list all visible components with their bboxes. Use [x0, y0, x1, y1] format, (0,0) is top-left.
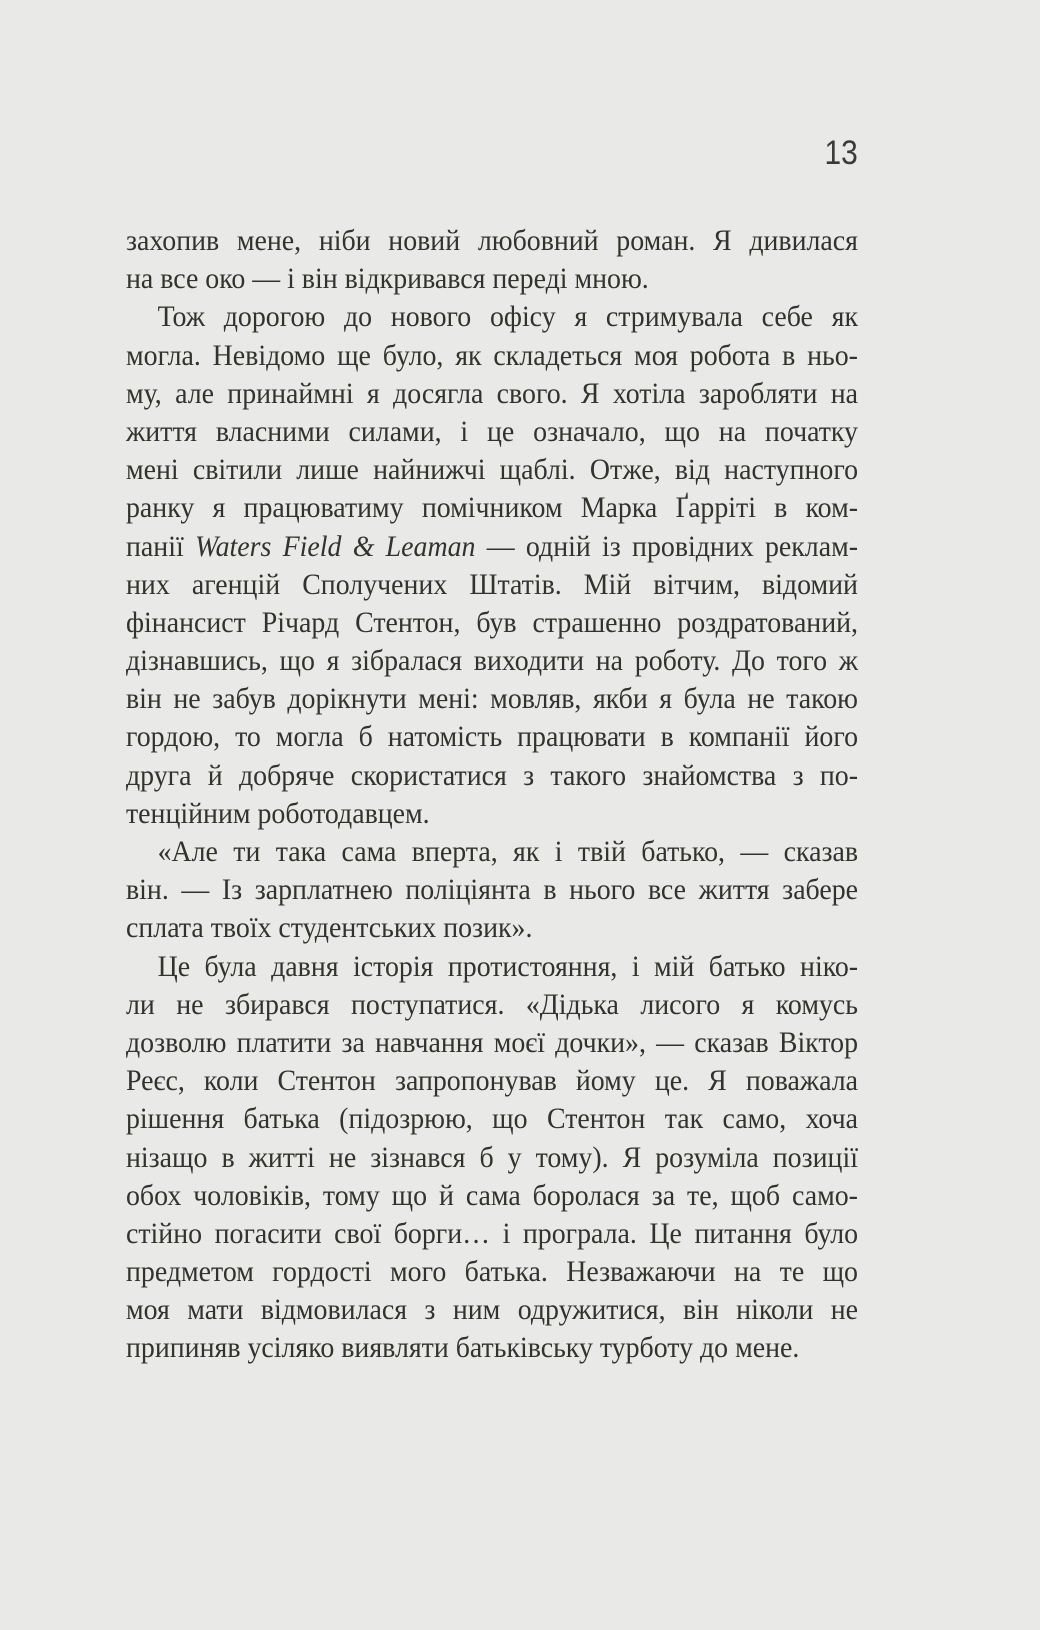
word: я	[212, 491, 226, 525]
word: протистояння,	[447, 949, 618, 983]
text-line	[126, 222, 858, 260]
word: мого	[390, 1255, 447, 1289]
word: була	[683, 682, 736, 716]
word: До	[732, 644, 765, 678]
word: що	[664, 414, 700, 448]
word: запропонував	[394, 1064, 557, 1098]
text-line	[126, 1139, 858, 1177]
text-line	[126, 489, 858, 527]
text-line	[126, 948, 858, 986]
word: одружитися,	[517, 1293, 666, 1327]
word: вперта,	[411, 835, 498, 868]
word: твій	[577, 835, 626, 868]
word: моя	[126, 1293, 170, 1327]
word: ним	[452, 1293, 501, 1327]
word: провідних	[632, 529, 754, 563]
word: батько,	[641, 835, 726, 868]
word: панії	[126, 529, 184, 563]
word: ще	[337, 338, 371, 372]
italic-word: Field	[282, 529, 342, 563]
word: на	[733, 1255, 762, 1289]
word: і	[631, 949, 640, 983]
word: те,	[687, 1178, 719, 1212]
text-line	[126, 1253, 858, 1291]
text-line	[126, 298, 858, 336]
word: до	[343, 300, 373, 334]
word: дізнавшись,	[126, 644, 268, 678]
word: в	[543, 873, 557, 907]
word: за	[341, 1025, 365, 1059]
word: ніко-	[800, 949, 859, 983]
word: комусь	[775, 987, 858, 1021]
italic-word: Leaman	[385, 529, 476, 563]
word: Отже,	[589, 453, 661, 487]
word: з	[523, 758, 535, 792]
word: питання	[694, 1216, 792, 1250]
word: те	[779, 1255, 805, 1289]
word: могла	[275, 720, 344, 754]
word: в	[221, 1140, 235, 1174]
word: означало,	[533, 414, 646, 448]
word: батька.	[464, 1255, 548, 1289]
word: він	[682, 1293, 719, 1327]
word: силами,	[348, 414, 442, 448]
word: й	[438, 1178, 454, 1212]
word: себе	[761, 300, 813, 334]
word: він.	[126, 873, 169, 907]
word: як	[455, 338, 482, 372]
word: в	[782, 338, 796, 372]
word: роздратований,	[677, 605, 859, 639]
word: такого	[550, 758, 627, 792]
word: них	[126, 567, 170, 601]
word: із	[602, 529, 621, 563]
word: якби	[592, 682, 648, 716]
word: рішення	[126, 1102, 225, 1136]
word: і	[554, 835, 563, 868]
word: на	[830, 376, 859, 410]
word: стримувала	[605, 300, 743, 334]
text-line	[126, 871, 858, 909]
word: йому	[575, 1064, 636, 1098]
word: одній	[525, 529, 591, 563]
word: страшенно	[532, 605, 662, 639]
text-line	[126, 833, 858, 871]
word: в	[774, 491, 788, 525]
paragraph	[126, 833, 858, 948]
word: я	[741, 987, 755, 1021]
word: Я	[622, 1140, 642, 1174]
word: нового	[390, 300, 472, 334]
word: Мій	[583, 567, 632, 601]
word: ніби	[318, 224, 371, 257]
word: мене,	[236, 224, 302, 257]
word: поліціянта	[405, 873, 531, 907]
word: найнижчі	[373, 453, 486, 487]
word: лисого	[640, 987, 721, 1021]
text-segment: сплата твоїх студентських позик».	[126, 911, 533, 945]
word: життя	[698, 873, 770, 907]
word: —	[740, 835, 769, 868]
word: збирався	[224, 987, 330, 1021]
page-number: 13	[824, 134, 858, 172]
text-line	[126, 604, 858, 642]
word: сама	[341, 835, 397, 868]
word: хоча	[805, 1102, 859, 1136]
word: моя	[634, 338, 678, 372]
word: був	[476, 605, 517, 639]
word: свої	[334, 1216, 382, 1250]
word: Невідомо	[212, 338, 326, 372]
word: лише	[296, 453, 359, 487]
word: офісу	[489, 300, 556, 334]
word: любовний	[477, 224, 599, 257]
word: Стентон	[546, 1102, 646, 1136]
text-line	[126, 795, 858, 833]
word: і	[502, 1216, 511, 1250]
text-line	[126, 375, 858, 413]
word: Це	[649, 1216, 682, 1250]
word: ли	[126, 987, 155, 1021]
word: на	[595, 644, 624, 678]
word: тому).	[535, 1140, 609, 1174]
word: позиції	[772, 1140, 858, 1174]
word: від	[674, 453, 710, 487]
word: по-	[819, 758, 859, 792]
word: компанії	[688, 720, 790, 754]
word: як	[513, 835, 540, 868]
text-line	[126, 1024, 858, 1062]
word: зізнався	[370, 1140, 466, 1174]
word: розуміла	[655, 1140, 759, 1174]
word: ж	[838, 644, 859, 678]
word: не	[176, 987, 204, 1021]
word: не	[830, 1293, 859, 1327]
word: не	[747, 682, 775, 716]
word: початку	[764, 414, 858, 448]
text-line	[126, 566, 858, 604]
word: му,	[126, 376, 162, 410]
word: знайомства	[642, 758, 777, 792]
word: скористатися	[350, 758, 507, 792]
word: він	[126, 682, 162, 716]
word: життя	[126, 414, 197, 448]
word: принаймні	[227, 376, 354, 410]
word: виходити	[473, 644, 585, 678]
italic-word: Waters	[194, 529, 272, 563]
word: роман.	[616, 224, 696, 257]
text-line	[126, 451, 858, 489]
page-text	[126, 222, 858, 1368]
word: помічником	[421, 491, 563, 525]
word: погасити	[214, 1216, 322, 1250]
text-line	[126, 1100, 858, 1138]
word: світили	[192, 453, 283, 487]
word: так	[664, 1102, 704, 1136]
word: відмовилася	[260, 1293, 408, 1327]
word: Віктор	[778, 1025, 859, 1059]
paragraph	[126, 948, 858, 1368]
word: тому	[322, 1178, 380, 1212]
text-line	[126, 986, 858, 1024]
word: батька	[243, 1102, 320, 1136]
word: все	[647, 873, 687, 907]
word: мені	[126, 453, 179, 487]
word: вітчим,	[653, 567, 740, 601]
word: реклам-	[764, 529, 858, 563]
word: це	[487, 414, 515, 448]
word: могла.	[126, 338, 201, 372]
word: новий	[388, 224, 461, 257]
word: дорогою	[223, 300, 326, 334]
word: Марка	[580, 491, 658, 525]
word: зарплатнею	[254, 873, 393, 907]
word: натомість	[387, 720, 503, 754]
word: Я	[580, 376, 600, 410]
word: навчання	[375, 1025, 484, 1059]
word: була	[204, 949, 257, 983]
word: Стентон	[277, 1064, 376, 1098]
word: власними	[215, 414, 330, 448]
word: предметом	[126, 1255, 254, 1289]
word: я	[366, 376, 380, 410]
word: на	[718, 414, 747, 448]
word: хотіла	[612, 376, 686, 410]
word: друга	[126, 758, 192, 792]
word: такою	[786, 682, 858, 716]
word: гордості	[272, 1255, 372, 1289]
word: історія	[353, 949, 434, 983]
word: але	[175, 376, 214, 410]
word: програла.	[522, 1216, 637, 1250]
word: щаблі.	[499, 453, 576, 487]
word: —	[181, 873, 210, 907]
word: наступного	[724, 453, 859, 487]
word: було	[804, 1216, 859, 1250]
word: мати	[187, 1293, 244, 1327]
word: платити	[236, 1025, 332, 1059]
word: поважала	[745, 1064, 859, 1098]
word: ніколи	[736, 1293, 814, 1327]
word: забере	[782, 873, 859, 907]
word: Стентон,	[355, 605, 461, 639]
word: з	[424, 1293, 436, 1327]
word: відомий	[762, 567, 858, 601]
word: ранку	[126, 491, 195, 525]
word: робота	[689, 338, 771, 372]
word: Незважаючи	[566, 1255, 716, 1289]
word: чоловіків,	[193, 1178, 311, 1212]
word: само-	[791, 1178, 858, 1212]
word: Реєс,	[126, 1064, 185, 1098]
text-segment: на все око — і він відкривався переді мною.	[126, 262, 649, 296]
word: дорікнути	[287, 682, 407, 716]
italic-word: &	[352, 529, 375, 563]
word: обох	[126, 1178, 182, 1212]
word: що	[822, 1255, 858, 1289]
word: мені:	[418, 682, 479, 716]
word: б	[358, 720, 373, 754]
word: дочки»,	[555, 1025, 646, 1059]
paragraph	[126, 222, 858, 298]
word: не	[173, 682, 201, 716]
word: що	[279, 644, 315, 678]
word: за	[651, 1178, 676, 1212]
text-line	[126, 1215, 858, 1253]
word: того	[776, 644, 828, 678]
text-line	[126, 680, 858, 718]
text-line	[126, 1062, 858, 1100]
word: я	[326, 644, 340, 678]
word: гордою,	[126, 720, 221, 754]
word: його	[804, 720, 859, 754]
word: що	[391, 1178, 428, 1212]
word: борги…	[393, 1216, 491, 1250]
word: —	[656, 1025, 685, 1059]
word: добряче	[238, 758, 335, 792]
word: дозволю	[126, 1025, 227, 1059]
word: то	[235, 720, 261, 754]
word: захопив	[126, 224, 220, 257]
word: з	[792, 758, 804, 792]
word: в	[660, 720, 674, 754]
word: я	[574, 300, 588, 334]
word: фінансист	[126, 605, 246, 639]
word: сказав	[694, 1025, 769, 1059]
word: Штатів.	[469, 567, 562, 601]
text-line	[126, 757, 858, 795]
word: нього	[569, 873, 636, 907]
word: «Але	[157, 835, 218, 868]
word: ньо-	[807, 338, 858, 372]
word: у	[507, 1140, 522, 1174]
word: давня	[271, 949, 339, 983]
word: Це	[157, 949, 191, 983]
word: —	[486, 529, 515, 563]
word: мій	[654, 949, 695, 983]
word: житті	[248, 1140, 315, 1174]
word: було,	[382, 338, 444, 372]
text-line	[126, 413, 858, 451]
word: дивилася	[749, 224, 858, 257]
word: і	[460, 414, 469, 448]
word: агенцій	[191, 567, 281, 601]
word: працюватиму	[243, 491, 404, 525]
word: складеться	[493, 338, 623, 372]
word: сказав	[783, 835, 859, 868]
text-segment: припиняв усіляко виявляти батьківську турботу до мене.	[126, 1331, 800, 1365]
text-line	[126, 642, 858, 680]
word: Я	[713, 224, 732, 257]
word: моєї	[493, 1025, 545, 1059]
word: Річард	[261, 605, 340, 639]
word: щоб	[730, 1178, 781, 1212]
text-segment: тенційним роботодавцем.	[126, 796, 430, 830]
word: боролася	[532, 1178, 640, 1212]
word: я	[659, 682, 673, 716]
word: забув	[212, 682, 276, 716]
text-line	[126, 1329, 858, 1367]
word: Тож	[157, 300, 206, 334]
word: це.	[654, 1064, 690, 1098]
word: нізащо	[126, 1140, 208, 1174]
text-line	[126, 260, 858, 298]
word: ти	[233, 835, 261, 868]
word: б	[479, 1140, 494, 1174]
word: працювати	[517, 720, 646, 754]
word: сама	[465, 1178, 521, 1212]
word: досягла	[393, 376, 484, 410]
word: що	[492, 1102, 528, 1136]
word: «Дідька	[525, 987, 619, 1021]
word: Із	[221, 873, 243, 907]
text-line	[126, 1291, 858, 1329]
word: свого.	[496, 376, 568, 410]
paragraph	[126, 298, 858, 833]
word: заробляти	[698, 376, 818, 410]
word: не	[328, 1140, 357, 1174]
word: мовляв,	[490, 682, 582, 716]
word: Я	[708, 1064, 727, 1098]
word: поступатися.	[350, 987, 505, 1021]
word: Ґарріті	[675, 491, 756, 525]
word: й	[207, 758, 223, 792]
text-line	[126, 1177, 858, 1215]
word: (підозрюю,	[339, 1102, 473, 1136]
text-line	[126, 528, 858, 566]
word: зібралася	[351, 644, 463, 678]
word: коли	[203, 1064, 259, 1098]
word: роботу.	[634, 644, 721, 678]
word: стійно	[126, 1216, 203, 1250]
text-line	[126, 337, 858, 375]
word: така	[275, 835, 327, 868]
text-line	[126, 909, 858, 947]
text-line	[126, 718, 858, 756]
word: як	[831, 300, 858, 334]
word: ком-	[805, 491, 859, 525]
word: батько	[708, 949, 786, 983]
word: само,	[722, 1102, 787, 1136]
word: Сполучених	[302, 567, 448, 601]
